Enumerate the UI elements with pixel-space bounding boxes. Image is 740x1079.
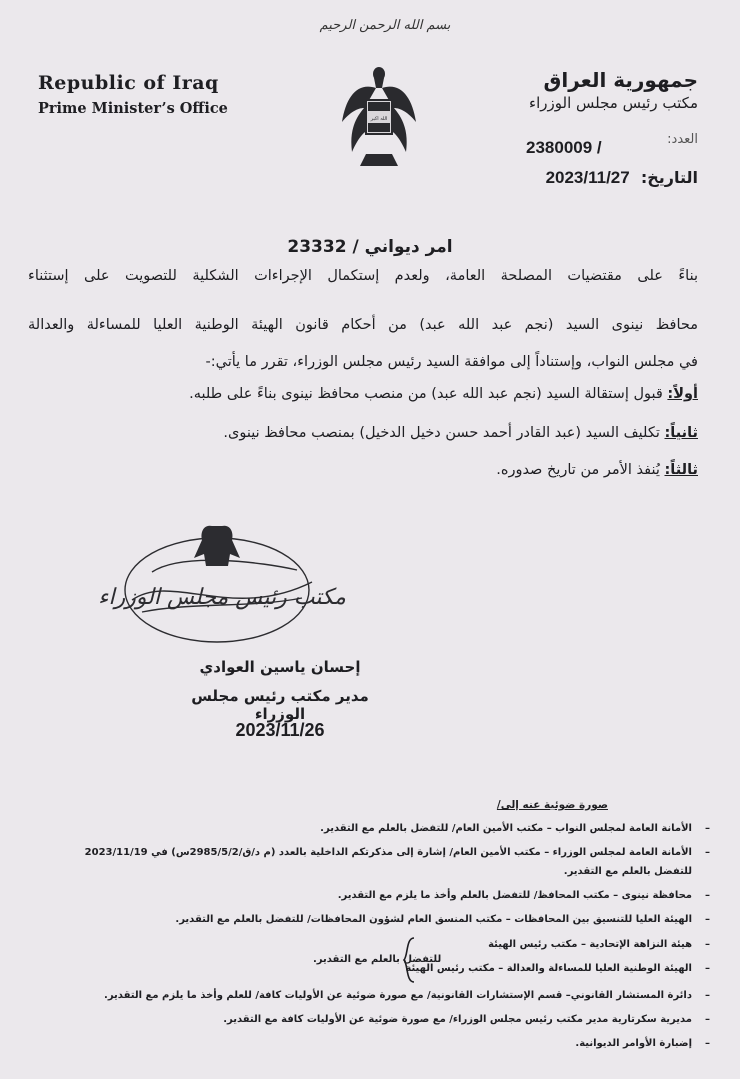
republic-title-ar: جمهورية العراق: [543, 68, 698, 92]
order-body-line: في مجلس النواب، وإستناداً إلى موافقة السيد رئيس مجلس الوزراء، تقرر ما يأتي:-: [205, 354, 698, 370]
copy-line: –هيئة النزاهة الإتحادية – مكتب رئيس الهيئة: [488, 939, 710, 950]
seal-text: مكتب رئيس مجلس الوزراء: [98, 585, 346, 610]
copy-line: –الأمانة العامة لمجلس النواب – مكتب الأمين العام/ للتفضل بالعلم مع التقدير.: [320, 823, 710, 834]
copy-line: –إضبارة الأوامر الديوانية.: [575, 1038, 710, 1049]
reference-number: 2380009 /: [526, 138, 602, 157]
item-text: يُنفذ الأمر من تاريخ صدوره.: [496, 462, 665, 478]
order-body-line: بناءً على مقتضيات المصلحة العامة، ولعدم إستكمال الإجراءات الشكلية للتصويت على إستثناء: [28, 268, 698, 284]
signatory-role: مدير مكتب رئيس مجلس الوزراء: [191, 687, 369, 723]
signature-date: 2023/11/26: [235, 720, 325, 740]
order-body-line: محافظ نينوى السيد (نجم عبد الله عبد) من أحكام قانون الهيئة الوطنية العليا للمساءلة والعدالة: [28, 317, 698, 333]
issue-date: [546, 168, 698, 188]
date-label: التاريخ:: [640, 168, 698, 187]
item-key: ثالثاً:: [664, 462, 698, 478]
reference-label: العدد:: [667, 132, 698, 147]
order-item-1: [189, 386, 698, 402]
office-title-en: Prime Minister’s Office: [38, 100, 228, 117]
copies-title: صورة ضوئية عنه إلى/: [496, 799, 608, 811]
order-title: امر ديواني / 23332: [287, 237, 453, 257]
order-item-2: [223, 425, 698, 441]
office-seal-stamp: [98, 512, 346, 652]
republic-title-en: Republic of Iraq: [38, 72, 219, 94]
item-key: أولاً:: [667, 386, 698, 402]
copy-line: –الأمانة العامة لمجلس الوزراء – مكتب الأمين العام/ إشارة إلى مذكرتكم الداخلية بالعدد (م د/ق/2985/5/2س) في 2023/11/19: [84, 847, 710, 858]
office-title-ar: مكتب رئيس مجلس الوزراء: [529, 94, 698, 112]
brace-note: للتفضل بالعلم مع التقدير.: [313, 954, 442, 965]
arabic-letterhead: [529, 68, 698, 112]
item-text: تكليف السيد (عبد القادر أحمد حسن دخيل الدخيل) بمنصب محافظ نينوى.: [223, 425, 665, 441]
basmala: بسم الله الرحمن الرحيم: [319, 18, 451, 33]
copy-line: –محافظة نينوى – مكتب المحافظ/ للتفضل بالعلم وأخذ ما يلزم مع التقدير.: [337, 890, 710, 901]
item-key: ثانياً:: [664, 425, 698, 441]
copy-line: للتفضل بالعلم مع التقدير.: [563, 866, 692, 877]
order-item-3: [496, 462, 698, 478]
copy-line: –الهيئة العليا للتنسيق بين المحافظات – مكتب المنسق العام لشؤون المحافظات/ للتفضل بالعلم مع التقدير.: [175, 914, 710, 925]
copy-line: –مديرية سكرتارية مدير مكتب رئيس مجلس الوزراء/ مع صورة ضوئية عن الأوليات كافة مع التقدير.: [223, 1014, 710, 1025]
item-text: قبول إستقالة السيد (نجم عبد الله عبد) من منصب محافظ نينوى بناءً على طلبه.: [189, 386, 668, 402]
copy-line: –دائرة المستشار القانوني– قسم الإستشارات القانونية/ مع صورة ضوئية عن الأوليات كافة/ للعلم وأخذ ما يلزم مع التقدير.: [104, 990, 710, 1001]
date-value: 2023/11/27: [545, 168, 630, 187]
signatory-name: إحسان ياسين العوادي: [199, 658, 361, 676]
copy-line: –الهيئة الوطنية العليا للمساءلة والعدالة – مكتب رئيس الهيئة: [405, 963, 710, 974]
iraq-eagle-emblem-icon: [338, 62, 420, 172]
svg-text:الله اكبر: الله اكبر: [370, 116, 388, 122]
english-letterhead: [38, 72, 228, 117]
